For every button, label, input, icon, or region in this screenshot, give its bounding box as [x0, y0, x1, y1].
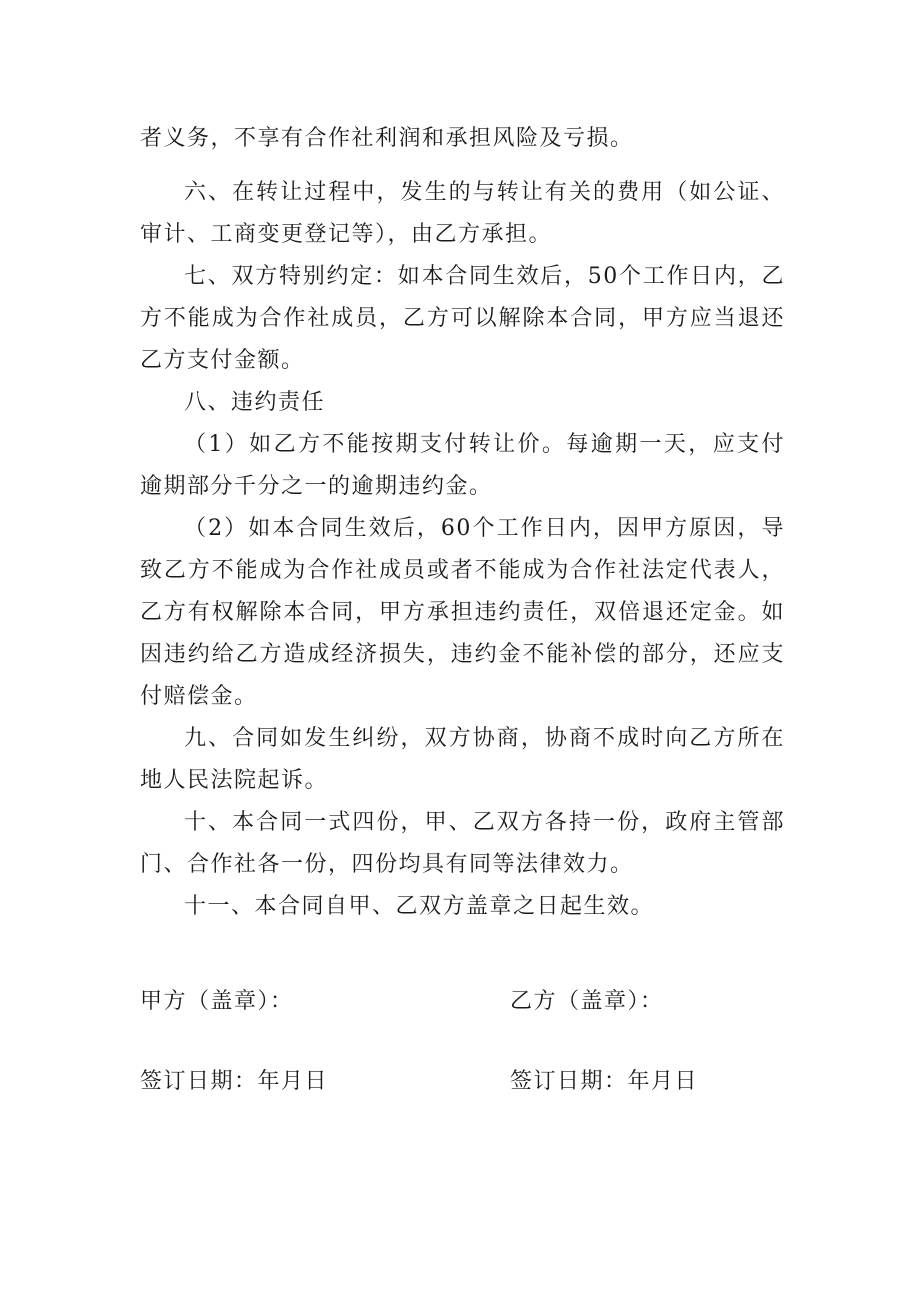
clause-11: 十一、本合同自甲、乙双方盖章之日起生效。: [184, 894, 655, 919]
clause-7: 七、双方特别约定：如本合同生效后，50个工作日内，乙方不能成为合作社成员，乙方可以解除本合同，甲方应当退还乙方支付金额。: [140, 264, 785, 373]
clause-9: 九、合同如发生纠纷，双方协商，协商不成时向乙方所在地人民法院起诉。: [140, 726, 785, 793]
party-b-seal-label: 乙方（盖章）：: [510, 989, 664, 1014]
party-a-seal-label: 甲方（盖章）：: [140, 989, 294, 1014]
party-b-date-label: 签订日期：年月日: [510, 1069, 699, 1094]
paragraph-continuation: 者义务，不享有合作社利润和承担风险及亏损。: [140, 126, 634, 151]
clause-8-item-2: （2）如本合同生效后，60个工作日内，因甲方原因，导致乙方不能成为合作社成员或者不能成为合作社法定代表人，乙方有权解除本合同，甲方承担违约责任，双倍退还定金。如因违约给乙方造成经济损失，违约金不能补偿的部分，还应支付赔偿金。: [140, 516, 785, 709]
contract-body: [140, 118, 785, 928]
clause-8-item-1: （1）如乙方不能按期支付转让价。每逾期一天，应支付逾期部分千分之一的逾期违约金。: [140, 432, 785, 499]
clause-8-heading: 八、违约责任: [184, 390, 326, 415]
clause-6: 六、在转让过程中，发生的与转让有关的费用（如公证、审计、工商变更登记等），由乙方承担。: [140, 180, 785, 247]
clause-10: 十、本合同一式四份，甲、乙双方各持一份，政府主管部门、合作社各一份，四份均具有同等法律效力。: [140, 810, 785, 877]
party-a-date-label: 签订日期：年月日: [140, 1069, 329, 1094]
